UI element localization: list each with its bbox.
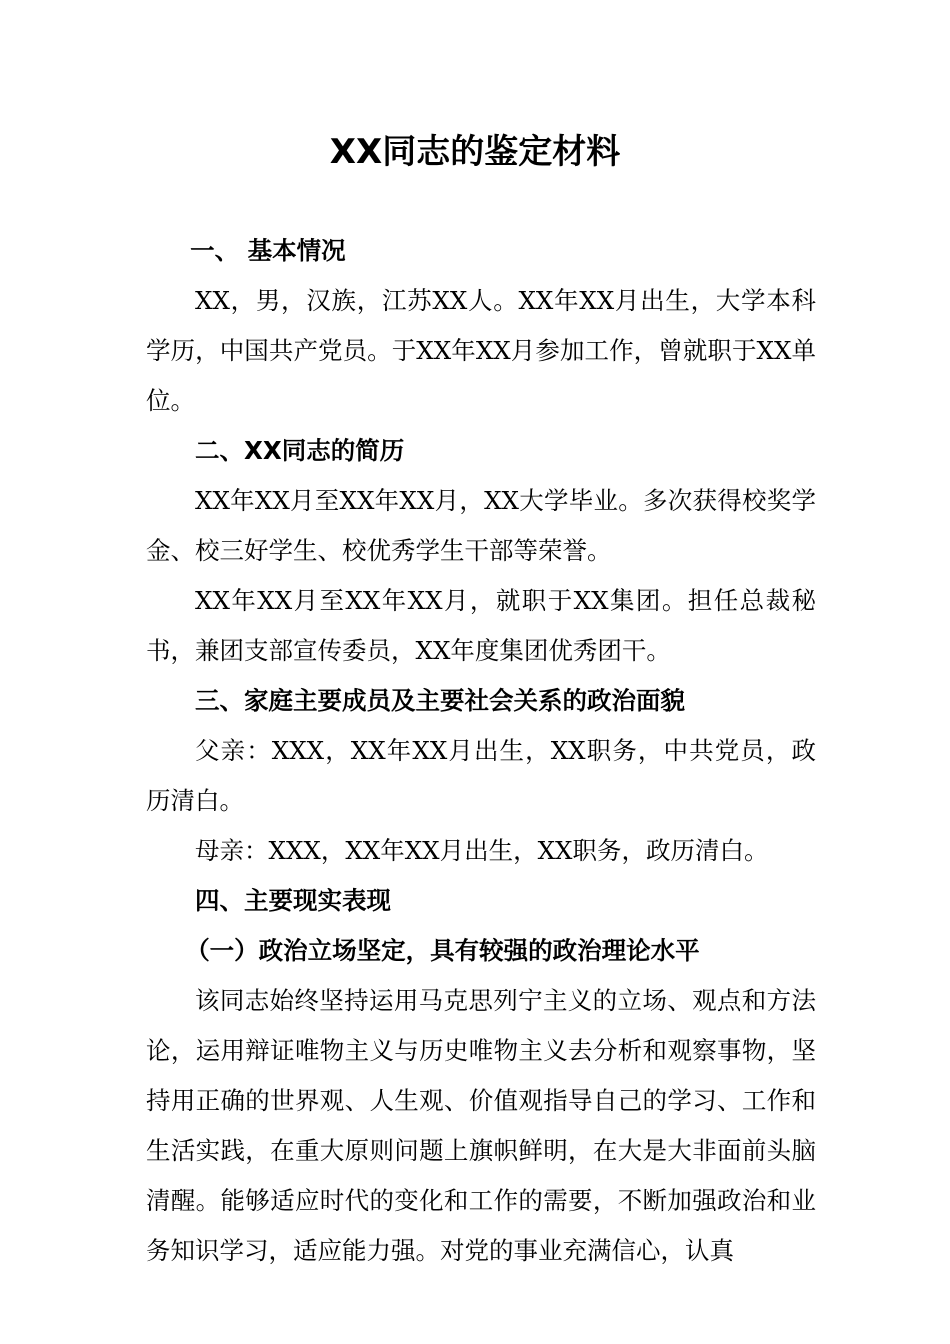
section-heading-family: 三、家庭主要成员及主要社会关系的政治面貌	[195, 686, 685, 715]
section-heading-resume: 二、XX同志的简历	[195, 436, 405, 465]
paragraph-family-mother: 母亲：XXX，XX年XX月出生，XX职务，政历清白。	[195, 836, 769, 865]
paragraph-political-stance: 该同志始终坚持运用马克思列宁主义的立场、观点和方法论，运用辩证唯物主义与历史唯物主义去分析和观察事物，坚持用正确的世界观、人生观、价值观指导自己的学习、工作和生活实践，在重大原则问题上旗帜鲜明，在大是大非面前头脑清醒。能够适应时代的变化和工作的需要，不断加强政治和业务知识学习，适应能力强。对党的事业充满信心，认真	[146, 986, 816, 1265]
document-body	[146, 226, 816, 1276]
section-heading-performance: 四、主要现实表现	[195, 886, 391, 915]
paragraph-resume-education: XX年XX月至XX年XX月，XX大学毕业。多次获得校奖学金、校三好学生、校优秀学生干部等荣誉。	[146, 486, 816, 565]
section-heading-basic-info: 一、 基本情况	[190, 236, 346, 265]
paragraph-family-father: 父亲：XXX，XX年XX月出生，XX职务，中共党员，政历清白。	[146, 736, 816, 815]
paragraph-resume-employment: XX年XX月至XX年XX月，就职于XX集团。担任总裁秘书，兼团支部宣传委员，XX年度集团优秀团干。	[146, 586, 816, 665]
paragraph-basic-info: XX，男，汉族，江苏XX人。XX年XX月出生，大学本科学历，中国共产党员。于XX年XX月参加工作，曾就职于XX单位。	[146, 286, 816, 415]
document-title: XX同志的鉴定材料	[329, 132, 621, 172]
subsection-heading-political-stance: （一）政治立场坚定，具有较强的政治理论水平	[185, 936, 700, 965]
